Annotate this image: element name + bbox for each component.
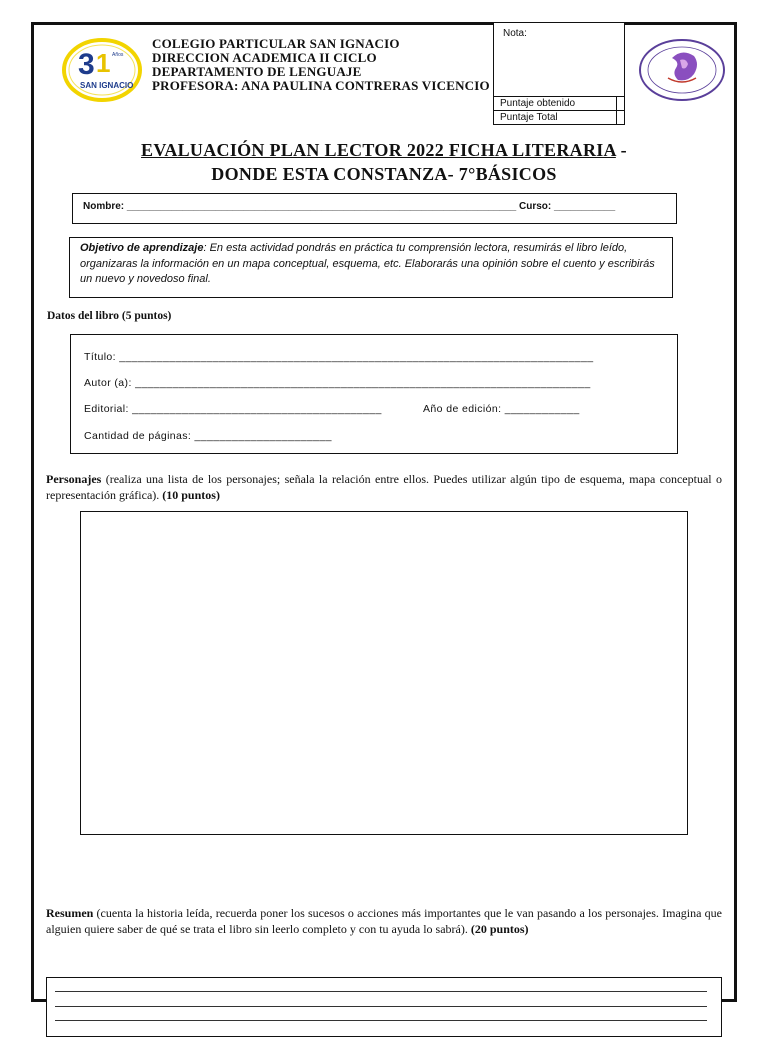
- title-dash: -: [615, 140, 627, 160]
- characters-points: (10 puntos): [162, 488, 220, 502]
- summary-instructions: [46, 905, 722, 937]
- characters-instructions: [46, 471, 722, 503]
- characters-answer-box[interactable]: [80, 511, 688, 835]
- book-pages-field[interactable]: Cantidad de páginas: ______________________: [84, 430, 332, 442]
- summary-label: Resumen: [46, 906, 94, 920]
- department-seal-logo: [638, 38, 726, 102]
- evaluation-title: [40, 140, 728, 161]
- learning-objective-box: [69, 237, 673, 298]
- title-main: EVALUACIÓN PLAN LECTOR 2022 FICHA LITERARIA: [141, 140, 616, 160]
- evaluation-subtitle: DONDE ESTA CONSTANZA- 7°BÁSICOS: [211, 164, 557, 184]
- book-author-field[interactable]: Autor (a): _________________________________________________________________________: [84, 377, 591, 389]
- student-name-field[interactable]: Nombre: ______________________________________________________________________: [83, 201, 517, 212]
- student-info-box[interactable]: [72, 193, 677, 224]
- book-publisher-field[interactable]: Editorial: ________________________________________: [84, 403, 382, 415]
- school-header: [152, 37, 497, 93]
- summary-writing-line: [55, 991, 707, 992]
- book-year-field[interactable]: Año de edición: ____________: [423, 403, 580, 415]
- score-total-row[interactable]: [494, 110, 624, 124]
- objective-label: Objetivo de aprendizaje: [80, 242, 204, 254]
- school-anniversary-logo: [62, 38, 142, 102]
- score-obtained-row[interactable]: [494, 96, 624, 110]
- book-data-box: [70, 334, 678, 454]
- summary-answer-box[interactable]: [46, 977, 722, 1037]
- grade-label: Nota:: [503, 28, 527, 39]
- school-name: COLEGIO PARTICULAR SAN IGNACIO: [152, 37, 400, 51]
- svg-text:SAN IGNACIO: SAN IGNACIO: [80, 81, 134, 90]
- summary-writing-line: [55, 1020, 707, 1021]
- department: DEPARTAMENTO DE LENGUAJE: [152, 64, 362, 79]
- summary-text: (cuenta la historia leída, recuerda poner los sucesos o acciones más importantes que le van pasando a los personajes. Imagina que alguien quiere saber de qué se trata el libro sin leerlo completo y con tu ayuda lo sabrá).: [46, 906, 722, 936]
- course-field[interactable]: Curso: ___________: [518, 201, 616, 212]
- svg-text:1: 1: [96, 48, 111, 78]
- book-title-field[interactable]: Título: ____________________________________________________________________________: [84, 351, 594, 363]
- summary-writing-line: [55, 1006, 707, 1007]
- score-box: [493, 22, 625, 125]
- score-total-label: Puntaje Total: [500, 112, 558, 123]
- svg-text:Años: Años: [112, 52, 124, 58]
- teacher-name: PROFESORA: ANA PAULINA CONTRERAS VICENCIO: [152, 78, 490, 93]
- characters-label: Personajes: [46, 472, 102, 486]
- academic-direction: DIRECCION ACADEMICA II CICLO: [152, 50, 377, 65]
- svg-text:3: 3: [78, 48, 95, 81]
- book-data-heading: Datos del libro (5 puntos): [47, 310, 172, 322]
- summary-points: (20 puntos): [470, 922, 529, 936]
- characters-text: (realiza una lista de los personajes; señala la relación entre ellos. Puedes utilizar algún tipo de esquema, mapa conceptual o representación gráfica).: [46, 472, 722, 502]
- score-obtained-label: Puntaje obtenido: [500, 98, 576, 109]
- objective-text: : En esta actividad pondrás en práctica tu comprensión lectora, resumirás el libro leído, organizaras la información en un mapa conceptual, esquema, etc. Elaborarás una opinión sobre el cuento y escribirás un nuevo y novedoso final.: [80, 242, 655, 285]
